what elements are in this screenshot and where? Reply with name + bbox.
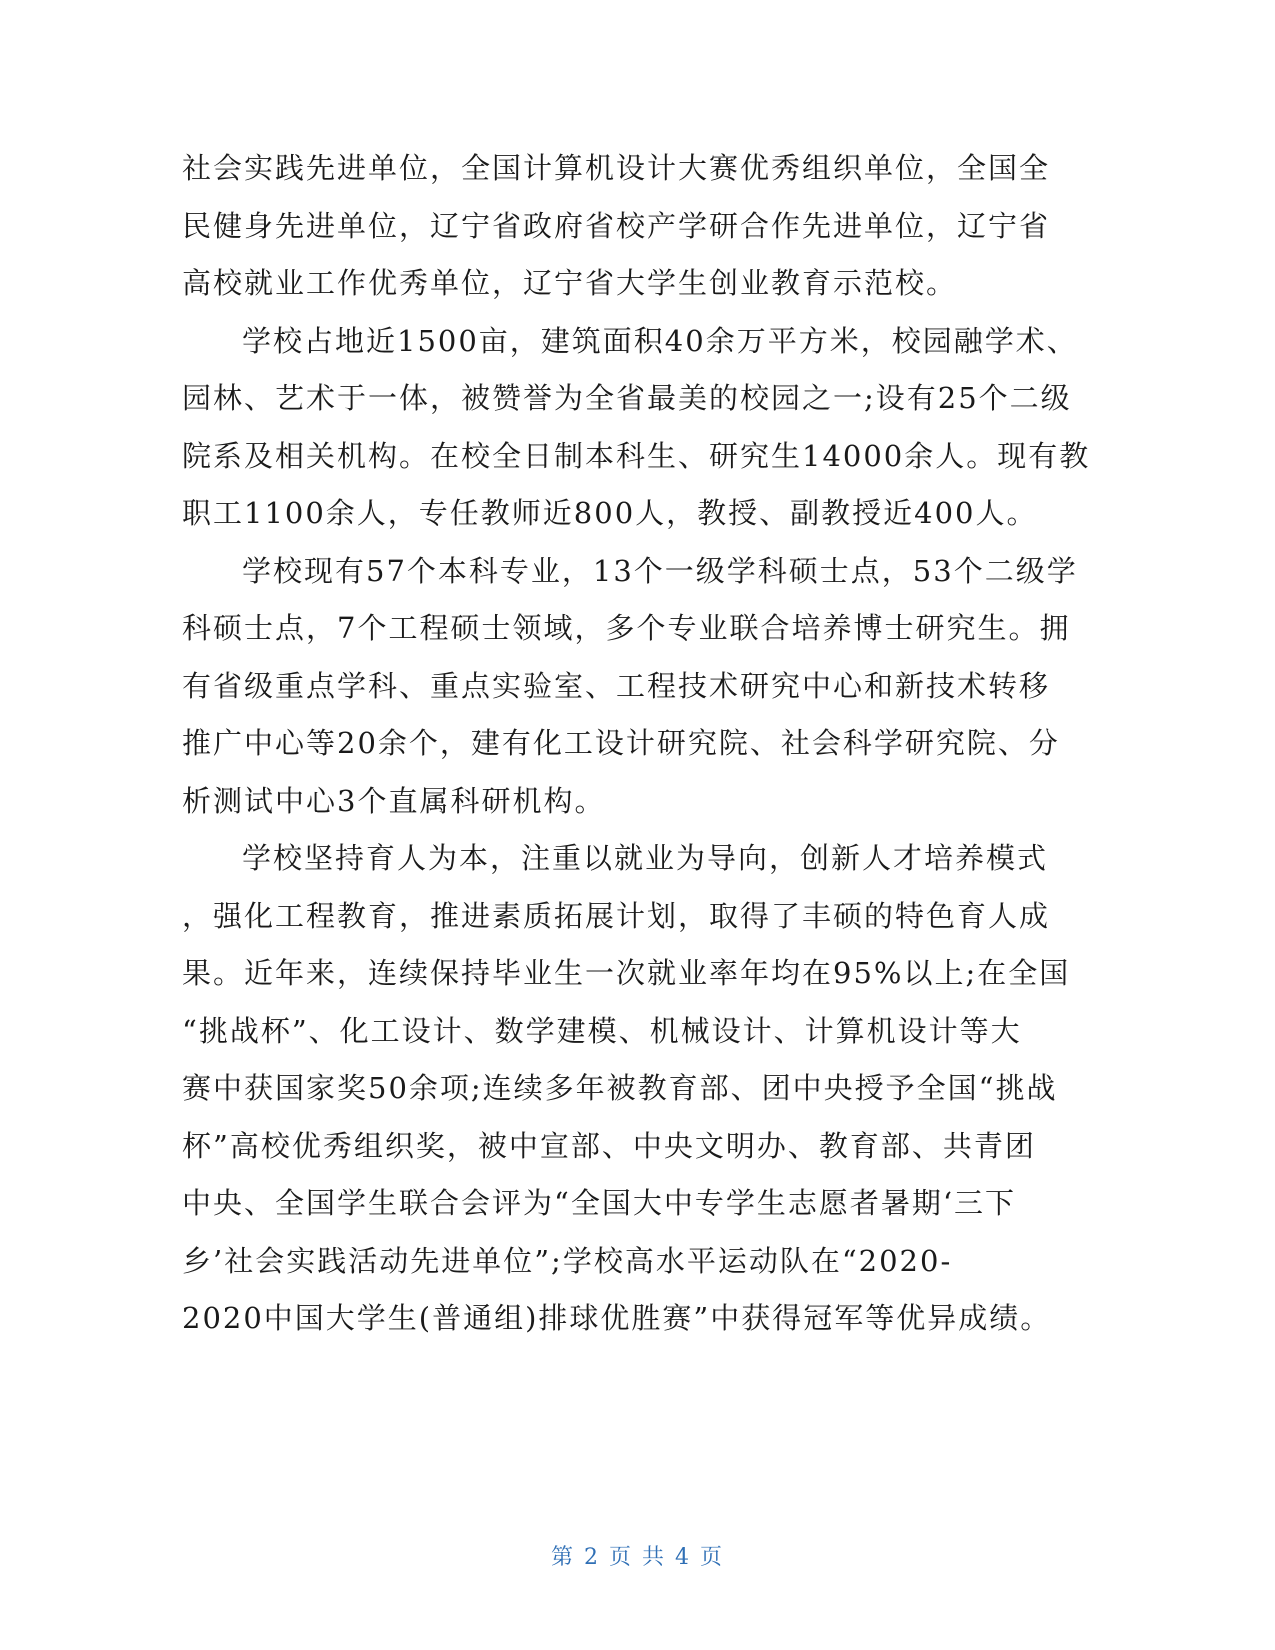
paragraph-start-line: 学校占地近1500亩，建筑面积40余万平方米，校园融学术、 (242, 323, 1078, 358)
document-body (182, 140, 1091, 1348)
text-line: 杯”高校优秀组织奖，被中宣部、中央文明办、教育部、共青团 (182, 1128, 1036, 1163)
paragraph-start-line: 学校现有57个本科专业，13个一级学科硕士点，53个二级学 (242, 553, 1078, 588)
text-line: 职工1100余人，专任教师近800人，教授、副教授近400人。 (182, 496, 1038, 530)
text-line: “挑战杯”、化工设计、数学建模、机械设计、计算机设计等大 (182, 1013, 1022, 1048)
text-line: 果。近年来，连续保持毕业生一次就业率年均在95%以上;在全国 (182, 956, 1071, 990)
text-line: 推广中心等20余个，建有化工设计研究院、社会科学研究院、分 (182, 726, 1060, 760)
text-line: 析测试中心3个直属科研机构。 (182, 783, 606, 818)
text-line: 院系及相关机构。在校全日制本科生、研究生14000余人。现有教 (182, 438, 1091, 473)
text-line: 高校就业工作优秀单位，辽宁省大学生创业教育示范校。 (182, 266, 958, 300)
text-line: ，强化工程教育，推进素质拓展计划，取得了丰硕的特色育人成 (182, 898, 1051, 933)
paragraph-start-line: 学校坚持育人为本，注重以就业为导向，创新人才培养模式 (242, 841, 1049, 875)
text-line: 乡’社会实践活动先进单位”;学校高水平运动队在“2020- (182, 1243, 953, 1278)
text-line: 园林、艺术于一体，被赞誉为全省最美的校园之一;设有25个二级 (182, 381, 1072, 415)
text-line: 民健身先进单位，辽宁省政府省校产学研合作先进单位，辽宁省 (182, 208, 1051, 243)
text-line: 科硕士点，7个工程硕士领域，多个专业联合培养博士研究生。拥 (182, 611, 1071, 645)
text-line: 赛中获国家奖50余项;连续多年被教育部、团中央授予全国“挑战 (182, 1071, 1058, 1105)
text-line: 有省级重点学科、重点实验室、工程技术研究中心和新技术转移 (182, 668, 1051, 703)
page-footer (0, 1540, 1275, 1571)
text-line: 社会实践先进单位，全国计算机设计大赛优秀组织单位，全国全 (182, 151, 1051, 185)
page-number: 第 2 页 共 4 页 (551, 1545, 724, 1570)
text-line: 中央、全国学生联合会评为“全国大中专学生志愿者暑期‘三下 (182, 1186, 1017, 1220)
text-line: 2020中国大学生(普通组)排球优胜赛”中获得冠军等优异成绩。 (182, 1301, 1052, 1335)
